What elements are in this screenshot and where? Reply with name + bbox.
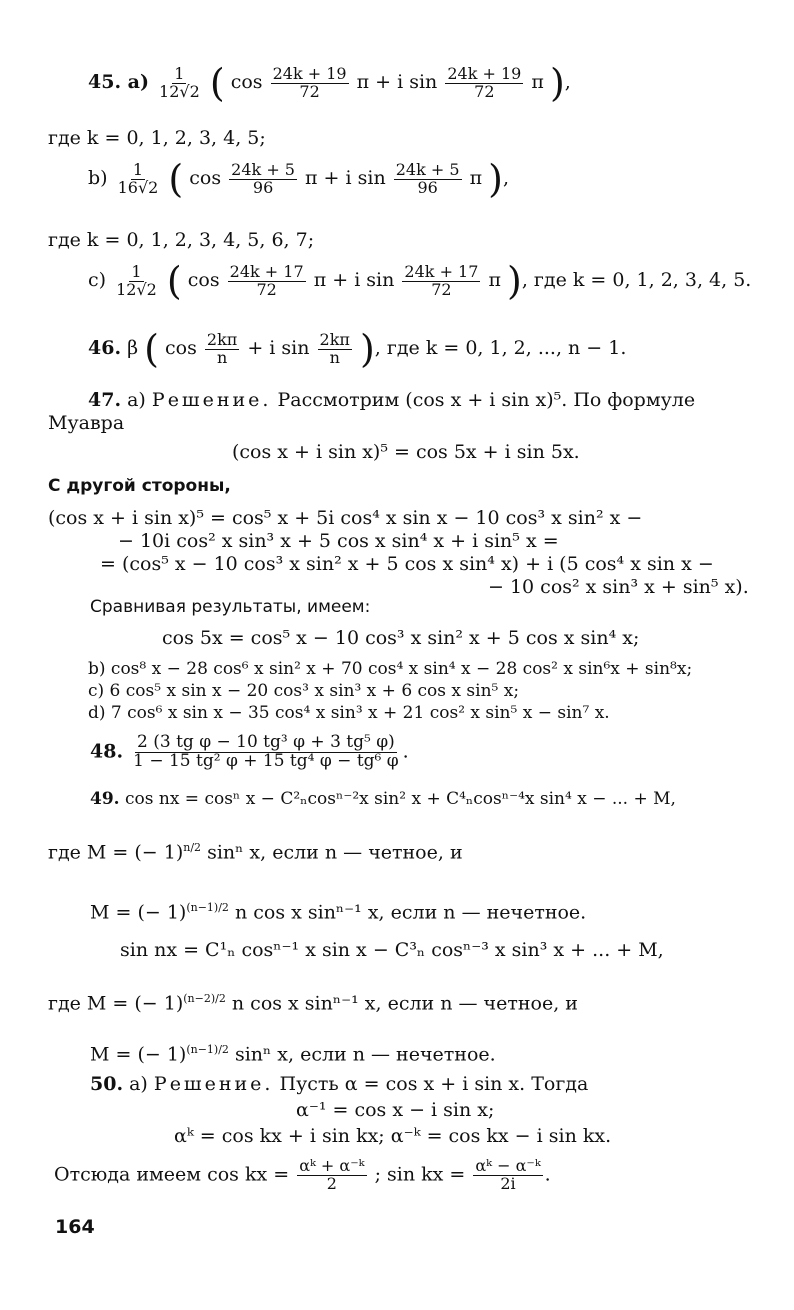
subitem-label: a) — [127, 389, 146, 411]
text: π — [469, 167, 483, 189]
equation — [48, 993, 578, 1015]
equation: = (cos⁵ x − 10 cos³ x sin² x + 5 cos x sin⁴ x) + i (5 cos⁴ x sin x − — [100, 553, 714, 575]
denominator: 2i — [500, 1173, 516, 1193]
numerator: 1 — [132, 159, 144, 179]
fraction — [114, 261, 159, 299]
text: где M = (− 1) — [48, 841, 184, 864]
numerator: 24k + 5 — [231, 159, 295, 179]
denominator: 2 — [326, 1173, 337, 1193]
equation: sin nx = C¹ₙ cosⁿ⁻¹ x sin x − C³ₙ cosⁿ⁻³ x sin³ x + ... + M, — [120, 939, 664, 961]
text: ; sin kx = — [374, 1163, 466, 1186]
equation: b) cos⁸ x − 28 cos⁶ x sin² x + 70 cos⁴ x sin⁴ x − 28 cos² x sin⁶x + sin⁸x; — [88, 659, 693, 679]
numerator: 2kπ — [206, 329, 238, 349]
fraction — [473, 1158, 542, 1193]
left-paren: ( — [144, 327, 159, 371]
answer-45b: b) $\frac{1}{16√2}$ ( cos $\frac{24k + 5}{96}$ π + i sin $\frac{24k + 5}{96}$ π ), — [88, 157, 510, 201]
item-label: 45. a) — [88, 71, 149, 93]
text: Сравнивая результаты, имеем: — [90, 597, 371, 617]
text: n cos x sinⁿ⁻¹ x, если n — нечетное. — [234, 901, 587, 924]
heading: С другой стороны, — [48, 476, 231, 496]
equation: − 10 cos² x sin³ x + sin⁵ x). — [488, 576, 749, 598]
item-label: 47. — [88, 389, 122, 411]
text: Муавра — [48, 412, 125, 434]
answer-46 — [88, 327, 627, 371]
equation: α⁻¹ = cos x − i sin x; — [296, 1099, 495, 1121]
text: Пусть α = cos x + i sin x. Тогда — [279, 1073, 589, 1095]
right-paren: ) — [549, 61, 565, 105]
fraction — [157, 63, 202, 101]
text: π + i sin — [356, 71, 438, 93]
fraction — [229, 159, 297, 197]
equation: cos 5x = cos⁵ x − 10 cos³ x sin² x + 5 cos x sin⁴ x; — [162, 627, 640, 649]
item-label: c) — [88, 269, 107, 291]
text: sinⁿ x, если n — нечетное. — [234, 1043, 496, 1066]
text: π + i sin — [313, 269, 395, 291]
item-label: 48. — [90, 740, 124, 763]
equation — [90, 1044, 496, 1066]
fraction — [116, 159, 161, 197]
denominator: 96 — [417, 177, 438, 197]
solution-word: Решение. — [153, 1073, 274, 1095]
text: M = (− 1) — [90, 901, 187, 924]
denominator: 72 — [299, 81, 320, 101]
denominator: 72 — [431, 279, 452, 299]
denominator: 12√2 — [116, 279, 157, 299]
equation: d) 7 cos⁶ x sin x − 35 cos⁴ x sin³ x + 21 cos² x sin⁵ x − sin⁷ x. — [88, 703, 610, 723]
numerator: 1 — [131, 261, 142, 281]
equation: (cos x + i sin x)⁵ = cos⁵ x + 5i cos⁴ x sin x − 10 cos³ x sin² x − — [48, 507, 643, 529]
numerator: 24k + 19 — [272, 63, 347, 83]
exponent: (n−1)/2 — [186, 1043, 229, 1056]
item-label: 49. — [90, 789, 120, 809]
text: π — [488, 269, 501, 291]
text: , где k = 0, 1, 2, ..., n − 1. — [374, 337, 627, 359]
fraction — [228, 261, 306, 299]
numerator: 2 (3 tg φ − 10 tg³ φ + 3 tg⁵ φ) — [137, 732, 395, 752]
fraction — [131, 734, 401, 771]
numerator: 24k + 17 — [229, 261, 304, 281]
numerator: 1 — [174, 63, 185, 83]
text: π — [531, 71, 544, 93]
numerator: αᵏ + α⁻ᵏ — [299, 1156, 365, 1175]
equation — [48, 842, 463, 864]
denominator: n — [216, 347, 228, 367]
solution-word: Решение. — [151, 389, 272, 411]
numerator: 24k + 5 — [395, 159, 460, 179]
text: + i sin — [247, 337, 310, 359]
exponent: (n−2)/2 — [183, 992, 226, 1005]
right-paren: ) — [488, 157, 503, 201]
text: Отсюда имеем cos kx = — [54, 1163, 290, 1186]
text: где M = (− 1) — [48, 992, 184, 1015]
text: β — [127, 337, 139, 359]
right-paren: ) — [359, 327, 375, 371]
equation: cos nx = cosⁿ x − C²ₙcosⁿ⁻²x sin² x + C⁴ₙcosⁿ⁻⁴x sin⁴ x − ... + M, — [124, 789, 676, 809]
text: sinⁿ x, если n — четное, и — [207, 841, 463, 864]
text: M = (− 1) — [90, 1043, 187, 1066]
numerator: 2kπ — [319, 329, 350, 349]
item-label: 46. — [88, 337, 122, 359]
text: Рассмотрим (cos x + i sin x)⁵. По формуле — [277, 389, 696, 411]
equation: Отсюда имеем cos kx = $\frac{\text{αᵏ + α⁻ᵏ}}{2}$ ; sin kx = $\frac{\text{αᵏ − α⁻ᵏ}}{2i}$ . — [54, 1156, 551, 1193]
subitem-label: a) — [129, 1073, 148, 1095]
answer-48: 48. $\frac{\text{2 (3 tg φ − 10 tg³ φ + 3 tg⁵ φ)}}{\text{1 − 15 tg² φ + 15 tg⁴ φ − tg⁶ φ}}$ . — [90, 732, 409, 771]
fraction — [394, 159, 462, 197]
answer-45a: 45. a) $\frac{1}{12√2}$ ( cos $\frac{24k + 19}{72}$ π + i sin $\frac{24k + 19}{72}$ π ), — [88, 61, 571, 105]
k-values-45a: где k = 0, 1, 2, 3, 4, 5; — [48, 127, 266, 149]
fraction — [318, 329, 352, 367]
fraction — [271, 63, 349, 101]
text: π + i sin — [305, 167, 386, 189]
equation: − 10i cos² x sin³ x + 5 cos x sin⁴ x + i sin⁵ x = — [118, 530, 559, 552]
equation — [90, 902, 586, 924]
denominator: 12√2 — [159, 81, 200, 101]
left-paren: ( — [209, 61, 225, 105]
text: cos — [165, 337, 197, 359]
left-paren: ( — [166, 259, 182, 303]
exponent: n/2 — [183, 841, 202, 854]
denominator: n — [329, 347, 340, 367]
answer-50-intro — [90, 1074, 588, 1096]
answer-45c — [88, 259, 752, 303]
text: cos — [187, 269, 220, 291]
fraction — [445, 63, 523, 101]
text: n cos x sinⁿ⁻¹ x, если n — четное, и — [231, 992, 578, 1015]
item-label: 50. — [90, 1073, 124, 1095]
k-values-45b: где k = 0, 1, 2, 3, 4, 5, 6, 7; — [48, 229, 315, 251]
fraction — [205, 329, 239, 367]
answer-47-intro — [88, 390, 695, 412]
left-paren: ( — [168, 157, 184, 201]
denominator: 72 — [256, 279, 277, 299]
equation: (cos x + i sin x)⁵ = cos 5x + i sin 5x. — [232, 441, 580, 463]
denominator: 1 − 15 tg² φ + 15 tg⁴ φ − tg⁶ φ — [133, 750, 399, 771]
numerator: 24k + 17 — [404, 261, 479, 281]
right-paren: ) — [507, 259, 522, 303]
denominator: 72 — [474, 81, 495, 101]
equation: αᵏ = cos kx + i sin kx; α⁻ᵏ = cos kx − i sin kx. — [174, 1125, 612, 1147]
denominator: 16√2 — [117, 177, 159, 197]
fraction — [297, 1158, 366, 1193]
fraction — [402, 261, 480, 299]
denominator: 96 — [252, 177, 274, 197]
equation: c) 6 cos⁵ x sin x − 20 cos³ x sin³ x + 6 cos x sin⁵ x; — [88, 681, 520, 701]
page-number: 164 — [55, 1216, 95, 1238]
numerator: 24k + 19 — [447, 63, 522, 83]
answer-49 — [90, 790, 676, 810]
k-values-45c: , где k = 0, 1, 2, 3, 4, 5. — [521, 269, 752, 291]
exponent: (n−1)/2 — [186, 901, 229, 914]
text: cos — [189, 167, 222, 189]
numerator: αᵏ − α⁻ᵏ — [475, 1156, 541, 1175]
text: cos — [230, 71, 263, 93]
item-label: b) — [88, 167, 108, 189]
